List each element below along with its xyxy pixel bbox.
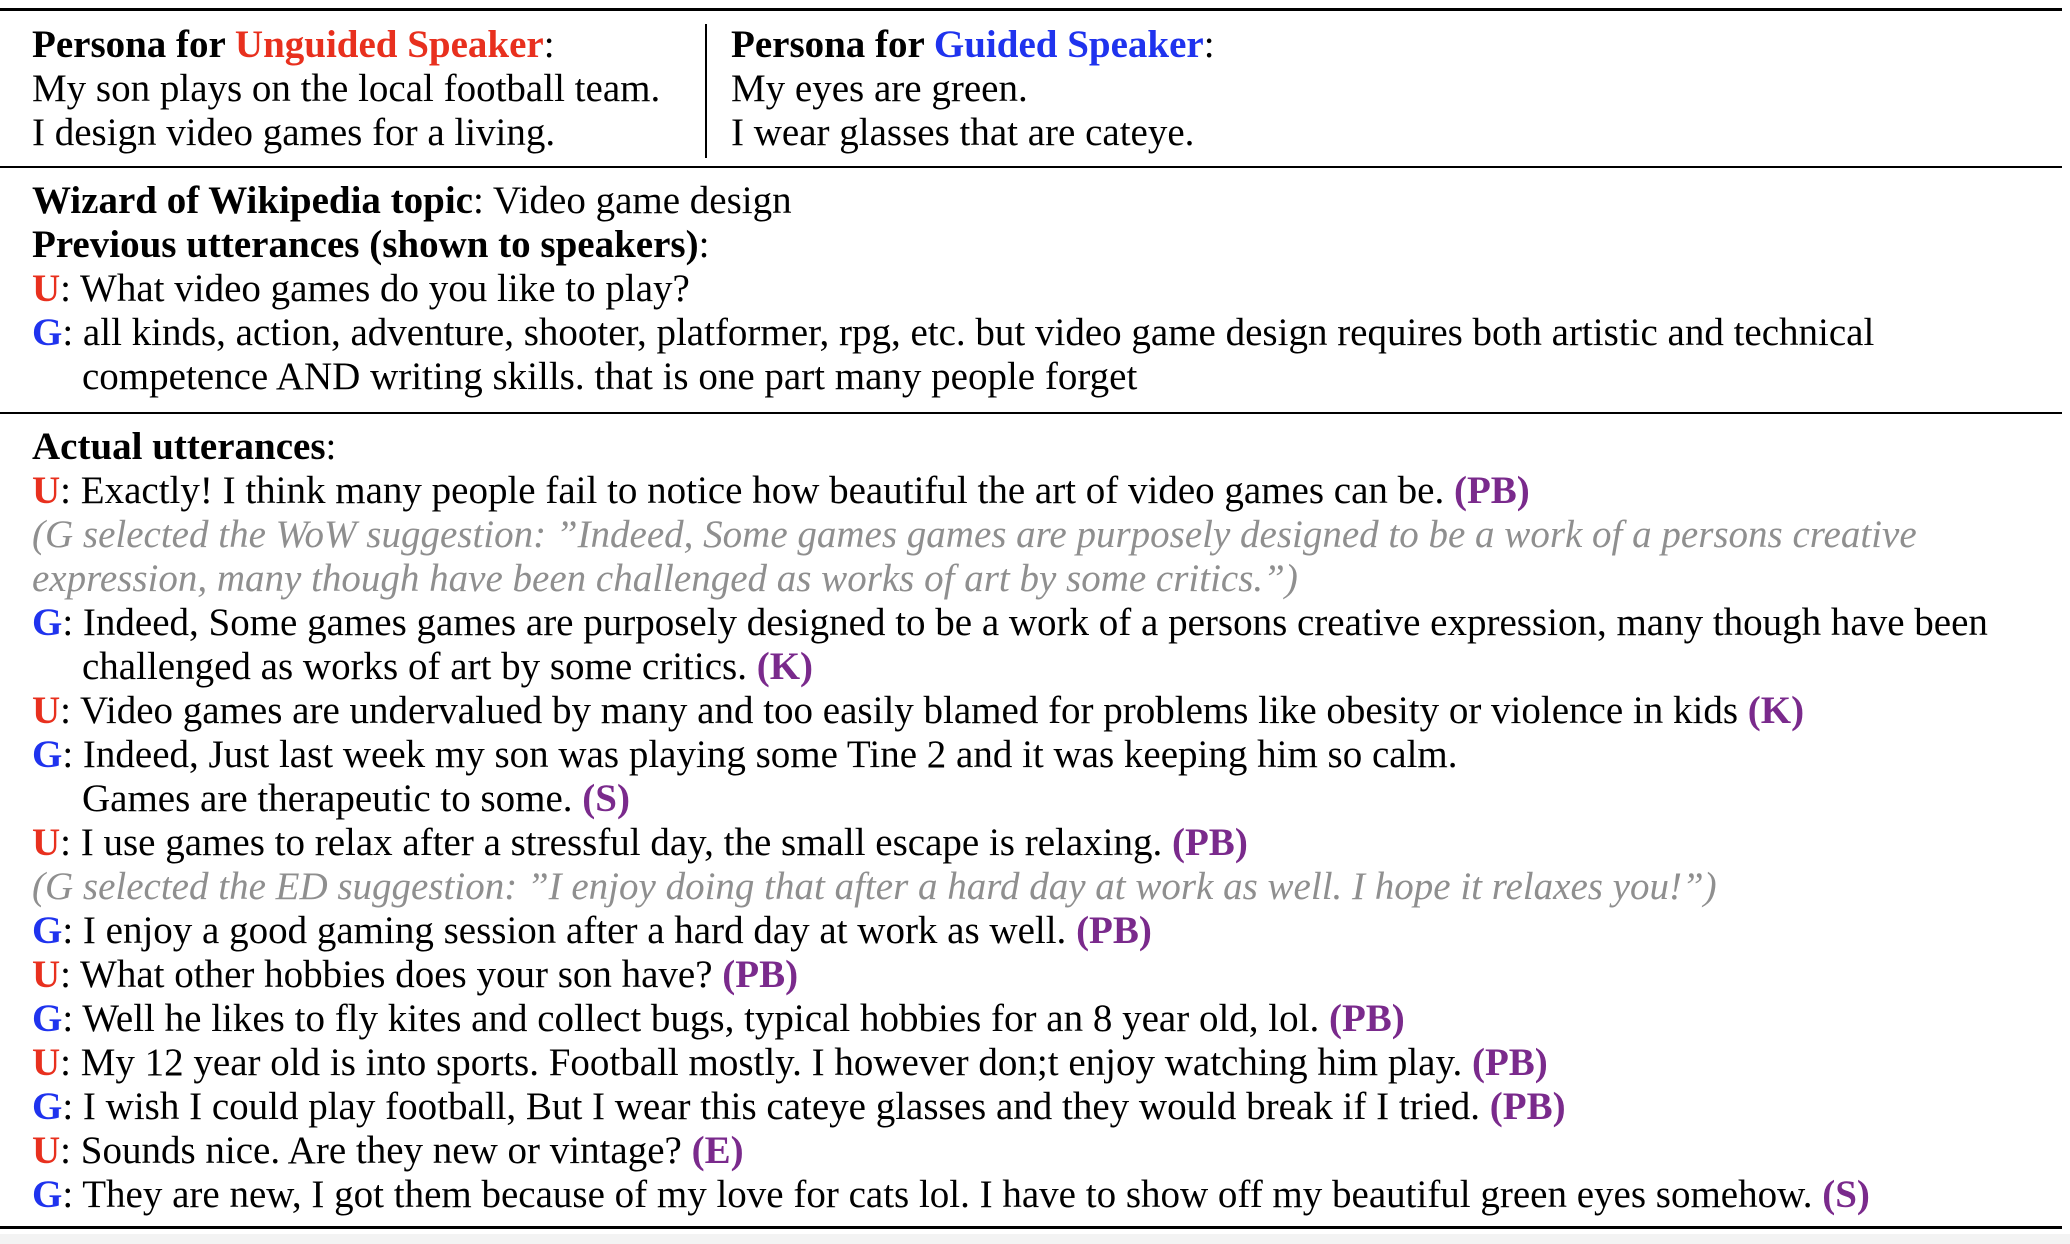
utterance-g — [32, 909, 1152, 953]
utterance-g — [32, 601, 1988, 645]
topic-label: Wizard of Wikipedia topic — [32, 179, 473, 222]
topic-line — [32, 179, 792, 223]
utterance-continuation — [82, 777, 630, 821]
section-rule — [0, 166, 2062, 168]
utterance-g — [32, 997, 1405, 1041]
page-edge — [0, 1234, 2070, 1244]
utterance-text: : I wish I could play football, But I wear this cateye glasses and they would break if I tried. — [62, 1085, 1490, 1128]
speaker-marker-g: G — [32, 733, 63, 776]
persona-divider — [705, 24, 707, 158]
speaker-marker-g: G — [32, 311, 63, 354]
speaker-marker-u: U — [32, 689, 61, 732]
utterance-text: challenged as works of art by some critics. — [82, 645, 757, 688]
unguided-speaker-label: Unguided Speaker — [234, 23, 544, 66]
utterance-text: : What video games do you like to play? — [60, 267, 690, 310]
utterance-u — [32, 821, 1248, 865]
utterance-tag: (K) — [756, 645, 814, 688]
speaker-marker-u: U — [32, 953, 61, 996]
guided-speaker-label: Guided Speaker — [933, 23, 1204, 66]
actual-utterances-heading — [32, 425, 336, 469]
utterance-tag: (PB) — [1471, 1041, 1548, 1084]
speaker-marker-u: U — [32, 821, 61, 864]
utterance-continuation — [82, 645, 813, 689]
utterance-text: : Indeed, Just last week my son was playing some Tine 2 and it was keeping him so calm. — [62, 733, 1458, 776]
utterance-text: : Video games are undervalued by many and too easily blamed for problems like obesity or violence in kids — [60, 689, 1748, 732]
guided-persona-prefix: Persona for — [731, 23, 934, 66]
utterance-g — [32, 733, 1458, 777]
unguided-persona-header — [32, 23, 555, 67]
speaker-marker-g: G — [32, 1085, 63, 1128]
suggestion-note-continuation: expression, many though have been challenged as works of art by some critics.”) — [32, 557, 1298, 600]
actual-utterances-label: Actual utterances — [32, 425, 326, 468]
speaker-marker-g: G — [32, 909, 63, 952]
utterance-g — [32, 1085, 1566, 1129]
section-rule — [0, 412, 2062, 414]
utterance-text: : They are new, I got them because of my love for cats lol. I have to show off my beautiful green eyes somehow. — [62, 1173, 1823, 1216]
suggestion-note: (G selected the WoW suggestion: ”Indeed, Some games games are purposely designed to be a work of a persons creative — [32, 513, 1917, 556]
utterance-text: : I enjoy a good gaming session after a hard day at work as well. — [62, 909, 1077, 952]
speaker-marker-g: G — [32, 997, 63, 1040]
utterance-tag: (E) — [691, 1129, 744, 1172]
utterance-tag: (PB) — [722, 953, 799, 996]
utterance-tag: (PB) — [1328, 997, 1405, 1040]
unguided-persona-line: I design video games for a living. — [32, 111, 556, 154]
speaker-marker-u: U — [32, 469, 61, 512]
utterance-tag: (PB) — [1453, 469, 1530, 512]
utterance-tag: (PB) — [1076, 909, 1152, 952]
speaker-marker-g: G — [32, 1173, 63, 1216]
utterance-tag: (PB) — [1172, 821, 1248, 864]
guided-persona-line: My eyes are green. — [731, 67, 1028, 110]
utterance-text: : Well he likes to fly kites and collect bugs, typical hobbies for an 8 year old, lol. — [62, 997, 1329, 1040]
previous-utterance-u — [32, 267, 690, 311]
speaker-marker-u: U — [32, 267, 61, 310]
topic-value: : Video game design — [472, 179, 792, 222]
utterance-tag: (PB) — [1489, 1085, 1566, 1128]
bottom-rule — [0, 1226, 2062, 1229]
speaker-marker-u: U — [32, 1129, 61, 1172]
utterance-u — [32, 953, 798, 997]
utterance-tag: (S) — [1822, 1173, 1870, 1216]
utterance-u — [32, 1041, 1548, 1085]
actual-utterances-colon: : — [325, 425, 337, 468]
previous-utterances-label: Previous utterances (shown to speakers) — [32, 223, 699, 266]
speaker-marker-u: U — [32, 1041, 61, 1084]
guided-persona-colon: : — [1203, 23, 1215, 66]
previous-utterance-g-continuation: competence AND writing skills. that is one part many people forget — [82, 355, 1138, 398]
utterance-text: Games are therapeutic to some. — [82, 777, 583, 820]
utterance-text: : Indeed, Some games games are purposely designed to be a work of a persons creative expression, many though have been — [62, 601, 1988, 644]
top-rule — [0, 8, 2062, 11]
utterance-text: : all kinds, action, adventure, shooter, platformer, rpg, etc. but video game design requires both artistic and technical — [62, 311, 1875, 354]
utterance-u — [32, 689, 1804, 733]
previous-utterance-g — [32, 311, 1874, 355]
utterance-text: : Sounds nice. Are they new or vintage? — [60, 1129, 692, 1172]
guided-persona-header — [731, 23, 1215, 67]
unguided-persona-prefix: Persona for — [32, 23, 235, 66]
previous-utterances-colon: : — [698, 223, 710, 266]
previous-utterances-heading — [32, 223, 709, 267]
utterance-text: : I use games to relax after a stressful day, the small escape is relaxing. — [60, 821, 1172, 864]
unguided-persona-colon: : — [543, 23, 555, 66]
utterance-u — [32, 1129, 744, 1173]
suggestion-note: (G selected the ED suggestion: ”I enjoy doing that after a hard day at work as well. I hope it relaxes you!”) — [32, 865, 1717, 908]
guided-persona-line: I wear glasses that are cateye. — [731, 111, 1195, 154]
utterance-tag: (S) — [582, 777, 630, 820]
utterance-tag: (K) — [1747, 689, 1805, 732]
utterance-text: : What other hobbies does your son have? — [60, 953, 723, 996]
speaker-marker-g: G — [32, 601, 63, 644]
utterance-u — [32, 469, 1530, 513]
utterance-g — [32, 1173, 1870, 1217]
utterance-text: : Exactly! I think many people fail to notice how beautiful the art of video games can be. — [60, 469, 1454, 512]
utterance-text: : My 12 year old is into sports. Football mostly. I however don;t enjoy watching him play. — [60, 1041, 1472, 1084]
unguided-persona-line: My son plays on the local football team. — [32, 67, 661, 110]
